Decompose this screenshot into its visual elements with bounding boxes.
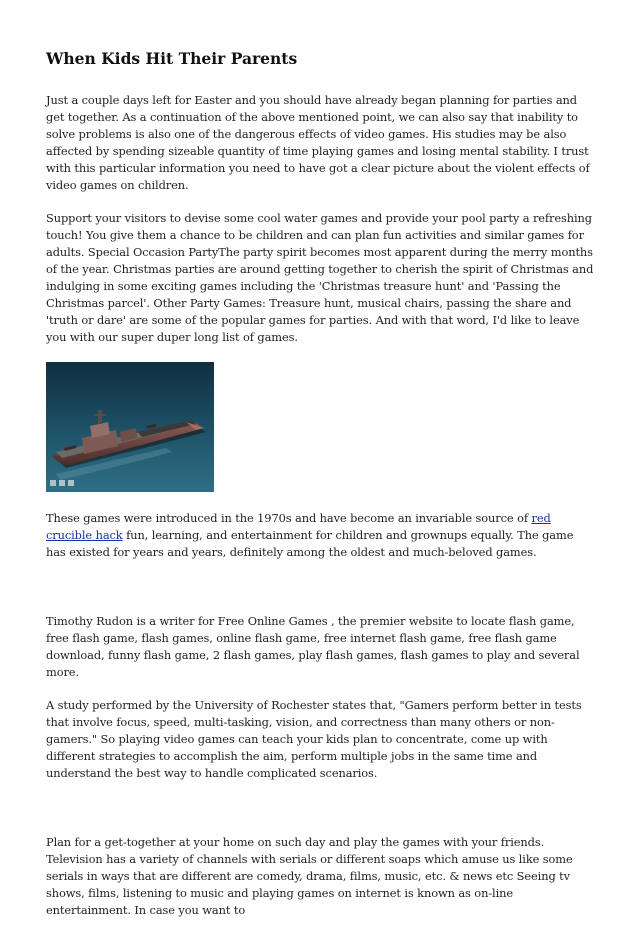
paragraph-1970s-games bbox=[46, 510, 596, 561]
paragraph-intro: Just a couple days left for Easter and you should have already began planning for parties and get together. As a continuation of the above mentioned point, we can also say that inability to solve problems is also one of the dangerous effects of video games. His studies may be also affected by spending sizeable quantity of time playing games and losing mental stability. I trust with this particular information you need to have got a clear picture about the violent effects of video games on children. bbox=[46, 93, 590, 192]
paragraph-get-together: Plan for a get-together at your home on such day and play the games with your friends. Television has a variety of channels with serials or different soaps which amuse us like some serials in ways that are different are comedy, drama, films, music, etc. & news etc Seeing tv shows, films, listening to music and playing games on internet is known as on-line entertainment. In case you want to bbox=[46, 835, 573, 917]
spacer bbox=[46, 798, 596, 834]
red-crucible-hack-link[interactable]: red crucible hack bbox=[46, 511, 551, 542]
page-title: When Kids Hit Their Parents bbox=[46, 49, 298, 68]
document-page bbox=[46, 48, 596, 935]
spacer bbox=[46, 577, 596, 613]
paragraph-rochester-study: A study performed by the University of Rochester states that, "Gamers perform better in tests that involve focus, speed, multi-tasking, vision, and correctness than many others or non-gamers." So playing video games can teach your kids plan to concentrate, come up with different strategies to accomplish the aim, perform multiple jobs in the same time and understand the best way to handle complicated scenarios. bbox=[46, 698, 582, 780]
paragraph-text-after-link: fun, learning, and entertainment for children and grownups equally. The game has existed for years and years, definitely among the oldest and much-beloved games. bbox=[46, 528, 574, 559]
paragraph-author-bio: Timothy Rudon is a writer for Free Online Games , the premier website to locate flash game, free flash game, flash games, online flash game, free internet flash game, free flash game download, funny flash game, 2 flash games, play flash games, flash games to play and several more. bbox=[46, 614, 580, 679]
warship-game-image bbox=[46, 362, 214, 492]
paragraph-party-games: Support your visitors to devise some cool water games and provide your pool party a refreshing touch! You give them a chance to be children and can plan fun activities and similar games for adults. Special Occasion PartyThe party spirit becomes most apparent during the merry months of the year. Christmas parties are around getting together to cherish the spirit of Christmas and indulging in some exciting games including the 'Christmas treasure hunt' and 'Passing the Christmas parcel'. Other Party Games: Treasure hunt, musical chairs, passing the share and 'truth or dare' are some of the popular games for parties. And with that word, I'd like to leave you with our super duper long list of games. bbox=[46, 211, 594, 344]
warship-illustration bbox=[46, 362, 214, 492]
paragraph-text-before-link: These games were introduced in the 1970s and have become an invariable source of bbox=[46, 511, 532, 525]
